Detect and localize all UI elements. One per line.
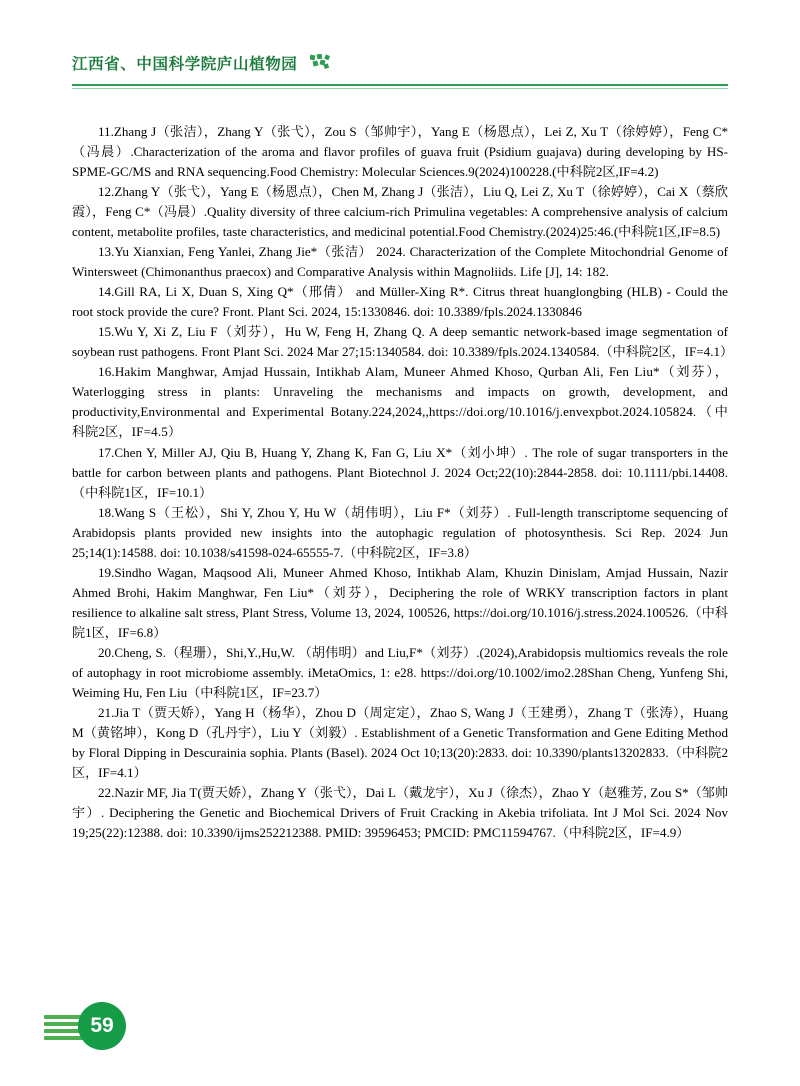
list-item: 11.Zhang J（张洁），Zhang Y（张弋），Zou S（邹帅宇），Yang E（杨恩点），Lei Z, Xu T（徐婷婷），Feng C*（冯晨）.Characterization of the aroma and flavor profiles of guava fruit (Psidium guajava) during developing by HS-SPME-GC/MS and RNA sequencing.Food Chemistry: Molecular Sciences.9(2024)100228.(中科院2区,IF=4.2): [72, 124, 728, 180]
header-rule-thick: [72, 84, 728, 86]
list-item: 20.Cheng, S.（程珊），Shi,Y.,Hu,W. （胡伟明）and Liu,F*（刘芬）.(2024),Arabidopsis multiomics reveals the role of autophagy in root microbiome assembly. iMetaOmics, 1: e28. https://doi.org/10.1002/imo2.28Shan Cheng, Yunfeng Shi, Weiming Hu, Fen Liu（中科院1区，IF=23.7）: [72, 644, 728, 700]
institution-title: 江西省、中国科学院庐山植物园: [72, 56, 298, 73]
list-item: 22.Nazir MF, Jia T(贾天娇），Zhang Y（张弋），Dai L（戴龙宇），Xu J（徐杰），Zhao Y（赵雅芳, Zou S*（邹帅宇）. Deciphering the Genetic and Biochemical Drivers of Fruit Cracking in Akebia trifoliata. Int J Mol Sci. 2024 Nov 19;25(22):12388. doi: 10.3390/ijms252212388. PMID: 39596453; PMCID: PMC11594767.（中科院2区，IF=4.9）: [72, 785, 728, 841]
list-item: 12.Zhang Y（张弋），Yang E（杨恩点），Chen M, Zhang J（张洁），Liu Q, Lei Z, Xu T（徐婷婷），Cai X（蔡欣霞），Feng C*（冯晨）.Quality diversity of three calcium-rich Primulina vegetables: A comprehensive analysis of calcium content, metabolite profiles, taste characteristics, and medicinal potential.Food Chemistry.(2024)25:46.(中科院1区,IF=8.5): [72, 184, 728, 240]
list-item: 21.Jia T（贾天娇），Yang H（杨华），Zhou D（周定定），Zhao S, Wang J（王建勇），Zhang T（张涛），Huang M（黄铭坤），Kong D（孔丹宇），Liu Y（刘毅）. Establishment of a Genetic Transformation and Gene Editing Method by Floral Dipping in Descurainia sophia. Plants (Basel). 2024 Oct 10;13(20):2833. doi: 10.3390/plants13202833.（中科院2区，IF=4.1）: [72, 704, 728, 780]
list-item: 15.Wu Y, Xi Z, Liu F（刘芬），Hu W, Feng H, Zhang Q. A deep semantic network-based image segmentation of soybean rust pathogens. Front Plant Sci. 2024 Mar 27;15:1340584. doi: 10.3389/fpls.2024.1340584.（中科院2区，IF=4.1）: [72, 324, 734, 360]
list-item: 17.Chen Y, Miller AJ, Qiu B, Huang Y, Zhang K, Fan G, Liu X*（刘小坤）. The role of sugar transporters in the battle for carbon between plants and pathogens. Plant Biotechnol J. 2024 Oct;22(10):2844-2858. doi: 10.1111/pbi.14408.（中科院1区，IF=10.1）: [72, 444, 728, 500]
header-rule-thin: [72, 88, 728, 89]
list-item: 19.Sindho Wagan, Maqsood Ali, Muneer Ahmed Khoso, Intikhab Alam, Khuzin Dinislam, Amjad Hussain, Nazir Ahmed Brohi, Hakim Manghwar, Fen Liu*（刘芬），Deciphering the role of WRKY transcription factors in plant resilience to alkaline salt stress, Plant Stress, Volume 13, 2024, 100526, https://doi.org/10.1016/j.stress.2024.100526.（中科院1区，IF=6.8）: [72, 564, 728, 640]
page-footer: [44, 1002, 244, 1050]
list-item: 18.Wang S（王松），Shi Y, Zhou Y, Hu W（胡伟明），Liu F*（刘芬）. Full-length transcriptome sequencing of Arabidopsis plants provided new insights into the autophagic regulation of photosynthesis. Sci Rep. 2024 Jun 25;14(1):14588. doi: 10.1038/s41598-024-65555-7.（中科院2区，IF=3.8）: [72, 504, 728, 560]
publication-list: [72, 122, 734, 843]
leaf-cluster-icon: [310, 54, 332, 75]
list-item: 14.Gill RA, Li X, Duan S, Xing Q*（邢倩） and Müller-Xing R*. Citrus threat huanglongbing (HLB) - Could the root stock provide the cure? Front. Plant Sci. 2024, 15:1330846. doi: 10.3389/fpls.2024.1330846: [72, 284, 728, 320]
list-item: 16.Hakim Manghwar, Amjad Hussain, Intikhab Alam, Muneer Ahmed Khoso, Qurban Ali, Fen Liu*（刘芬），Waterlogging stress in plants: Unraveling the mechanisms and impacts on growth, development, and productivity,Environmental and Experimental Botany.224,2024,,https://doi.org/10.1016/j.envexpbot.2024.105824.（中科院2区，IF=4.5）: [72, 364, 728, 440]
page-number: 59: [78, 1002, 126, 1050]
page-header: [72, 52, 728, 96]
list-item: 13.Yu Xianxian, Feng Yanlei, Zhang Jie*（张洁） 2024. Characterization of the Complete Mitochondrial Genome of Wintersweet (Chimonanthus praecox) and Comparative Analysis within Magnoliids. Life [J], 14: 182.: [72, 244, 728, 280]
